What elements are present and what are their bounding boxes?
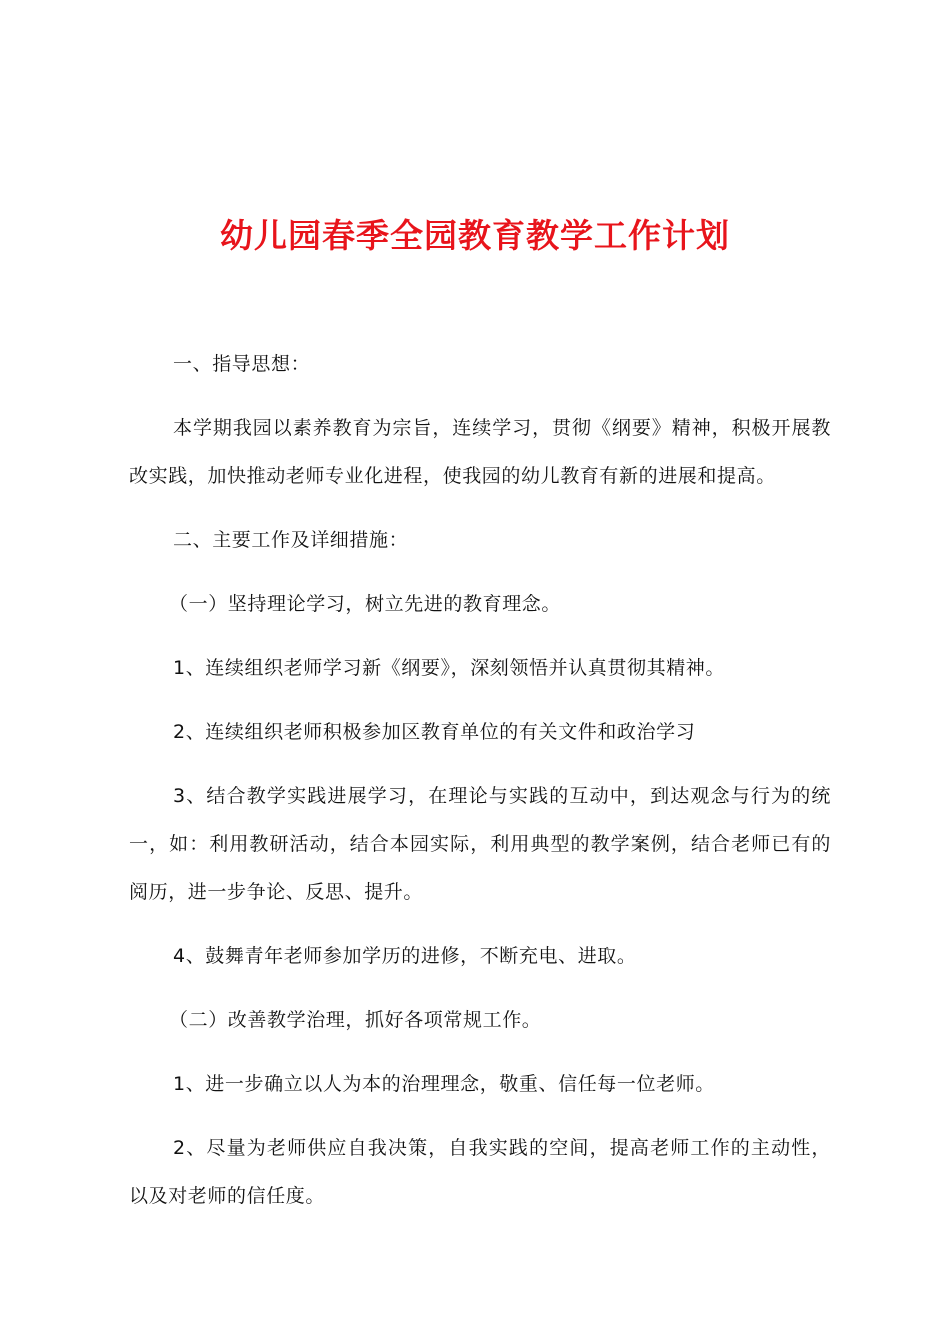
paragraph-item-1: 1、连续组织老师学习新《纲要》，深刻领悟并认真贯彻其精神。 [173, 657, 725, 679]
paragraph-item-2: 2、连续组织老师积极参加区教育单位的有关文件和政治学习 [173, 721, 696, 743]
paragraph-item-3: 3、结合教学实践进展学习，在理论与实践的互动中，到达观念与行为的统一，如：利用教研活动，结合本园实际，利用典型的教学案例，结合老师已有的阅历，进一步争论、反思、提升。 [129, 785, 831, 903]
paragraph-item-6: 2、尽量为老师供应自我决策，自我实践的空间，提高老师工作的主动性，以及对老师的信任度。 [129, 1137, 831, 1207]
paragraph-guiding-thought-heading: 一、指导思想： [173, 353, 311, 375]
paragraph-section-one-heading: （一）坚持理论学习，树立先进的教育理念。 [169, 593, 562, 615]
document-title: 幼儿园春季全园教育教学工作计划 [220, 216, 730, 255]
paragraph-main-work-heading: 二、主要工作及详细措施： [173, 529, 409, 551]
paragraph-item-4: 4、鼓舞青年老师参加学历的进修，不断充电、进取。 [173, 945, 637, 967]
document-body [129, 340, 831, 1236]
paragraph-item-5: 1、进一步确立以人为本的治理理念，敬重、信任每一位老师。 [173, 1073, 715, 1095]
paragraph-section-two-heading: （二）改善教学治理，抓好各项常规工作。 [169, 1009, 542, 1031]
paragraph-guiding-thought: 本学期我园以素养教育为宗旨，连续学习，贯彻《纲要》精神，积极开展教改实践，加快推动老师专业化进程，使我园的幼儿教育有新的进展和提高。 [129, 417, 831, 487]
